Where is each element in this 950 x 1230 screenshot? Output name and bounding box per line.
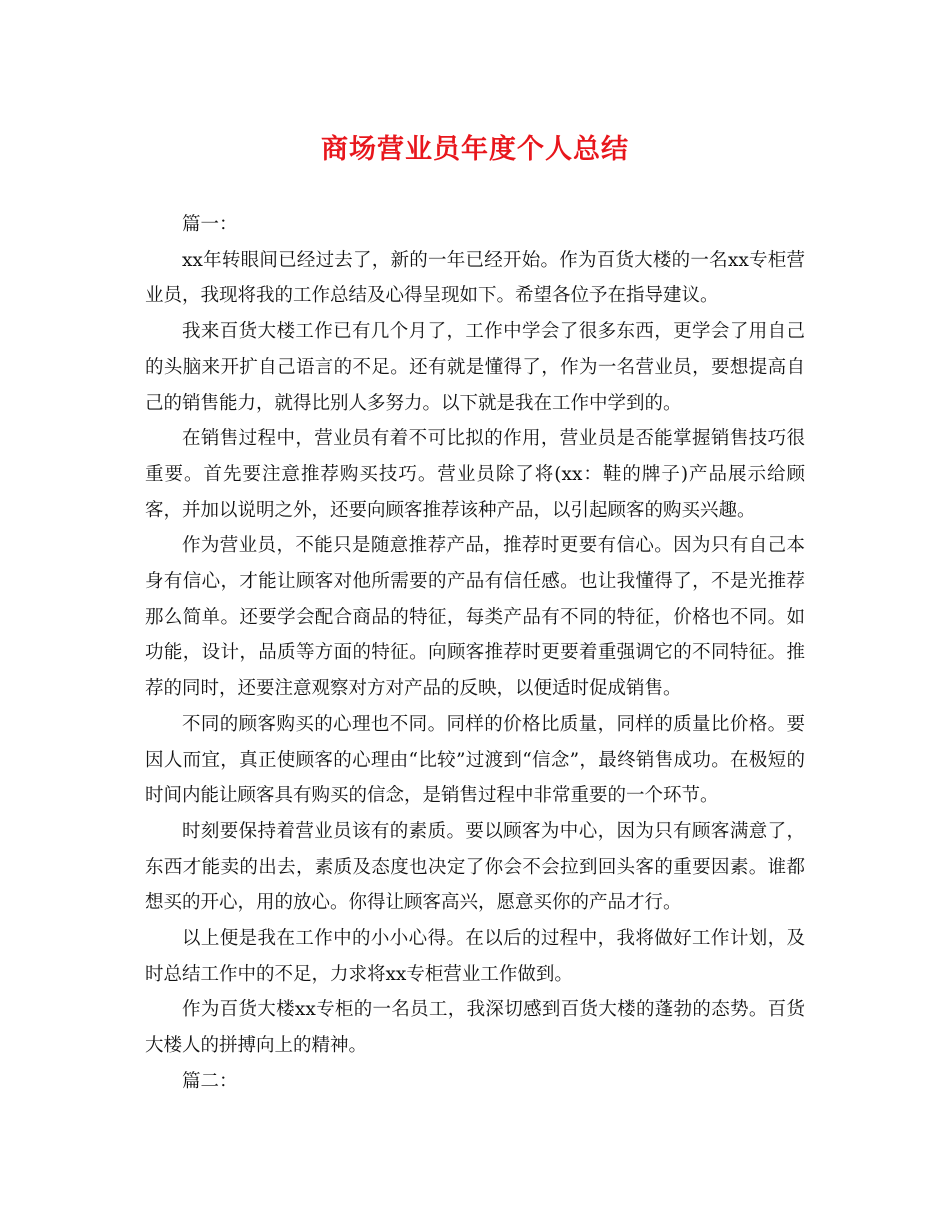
paragraph: 以上便是我在工作中的小小心得。在以后的过程中，我将做好工作计划，及时总结工作中的不足，力求将xx专柜营业工作做到。: [145, 928, 805, 985]
section-heading: 篇一：: [182, 214, 238, 235]
paragraph: 作为营业员，不能只是随意推荐产品，推荐时更要有信心。因为只有自己本身有信心，才能让顾客对他所需要的产品有信任感。也让我懂得了，不是光推荐那么简单。还要学会配合商品的特征，每类产品有不同的特征，价格也不同。如功能，设计，品质等方面的特征。向顾客推荐时更要着重强调它的不同特征。推荐的同时，还要注意观察对方对产品的反映，以便适时促成销售。: [145, 535, 805, 700]
paragraph: 作为百货大楼xx专柜的一名员工，我深切感到百货大楼的蓬勃的态势。百货大楼人的拼搏向上的精神。: [145, 999, 805, 1057]
section-heading: 篇二：: [182, 1070, 238, 1092]
document-title: 商场营业员年度个人总结: [321, 134, 629, 165]
paragraph: 时刻要保持着营业员该有的素质。要以顾客为中心，因为只有顾客满意了，东西才能卖的出去，素质及态度也决定了你会不会拉到回头客的重要因素。谁都想买的开心，用的放心。你得让顾客高兴，愿意买你的产品才行。: [145, 820, 805, 914]
paragraph: 不同的顾客购买的心理也不同。同样的价格比质量，同样的质量比价格。要因人而宜，真正使顾客的心理由“比较”过渡到“信念”，最终销售成功。在极短的时间内能让顾客具有购买的信念，是销售过程中非常重要的一个环节。: [145, 713, 805, 807]
paragraph: 我来百货大楼工作已有几个月了，工作中学会了很多东西，更学会了用自己的头脑来开扩自己语言的不足。还有就是懂得了，作为一名营业员，要想提高自己的销售能力，就得比别人多努力。以下就是我在工作中学到的。: [145, 321, 805, 414]
document-body: [145, 207, 805, 1100]
paragraph: 在销售过程中，营业员有着不可比拟的作用，营业员是否能掌握销售技巧很重要。首先要注意推荐购买技巧。营业员除了将(xx：鞋的牌子)产品展示给顾客，并加以说明之外，还要向顾客推荐该种产品，以引起顾客的购买兴趣。: [145, 428, 805, 521]
paragraph: xx年转眼间已经过去了，新的一年已经开始。作为百货大楼的一名xx专柜营业员，我现将我的工作总结及心得呈现如下。希望各位予在指导建议。: [145, 249, 805, 307]
